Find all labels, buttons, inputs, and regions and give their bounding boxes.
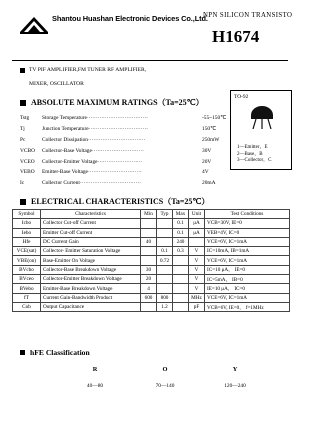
- max-cell: [173, 302, 189, 311]
- table-row: [13, 256, 290, 265]
- hfe-class-label: O: [162, 366, 168, 373]
- min-cell: [141, 228, 157, 237]
- pin-item: 1—Emitter，E: [237, 145, 268, 150]
- abs-max-row: [20, 124, 242, 135]
- conditions-cell: VEB=4V, IC=0: [205, 228, 290, 237]
- symbol-cell: BVcbo: [13, 265, 41, 274]
- abs-max-row: [20, 178, 242, 189]
- abs-max-row: [20, 113, 242, 124]
- hfe-class-range: 120—240: [224, 383, 246, 389]
- bullet-icon: [20, 199, 26, 205]
- abs-max-row: [20, 135, 242, 146]
- typ-cell: [157, 275, 173, 284]
- column-header: Unit: [189, 210, 205, 219]
- characteristic-cell: Emitter-Base Breakdown Voltage: [41, 284, 141, 293]
- typ-cell: [157, 219, 173, 228]
- characteristic-cell: Collector-Base Breakdown Voltage: [41, 265, 141, 274]
- abs-max-value: -55~150℃: [202, 115, 227, 122]
- abs-max-desc: Collector-Base Voltage·····························: [42, 147, 144, 154]
- symbol-cell: Hfe: [13, 237, 41, 246]
- hfe-classification-title: [20, 348, 90, 357]
- symbol-cell: Icbo: [13, 219, 41, 228]
- unit-cell: pF: [189, 302, 205, 311]
- application-text: TV PIF AMPLIFIER,FM TUNER RF AMPLIFIER,: [29, 67, 147, 73]
- typ-cell: 0.1: [157, 247, 173, 256]
- abs-max-symbol: VCBO: [20, 147, 35, 154]
- abs-max-desc: Storage Temperature··································: [42, 115, 148, 122]
- unit-cell: [189, 237, 205, 246]
- symbol-cell: Cob: [13, 302, 41, 311]
- elec-title: [20, 196, 209, 207]
- header: [0, 0, 300, 60]
- characteristic-cell: Base-Emitter On Voltage: [41, 256, 141, 265]
- header-divider: [12, 60, 288, 61]
- package-box: [230, 90, 292, 170]
- column-header: Symbol: [13, 210, 41, 219]
- unit-cell: V: [189, 284, 205, 293]
- min-cell: [141, 247, 157, 256]
- pin-item: 2—Base，B: [237, 151, 263, 157]
- table-row: [13, 302, 290, 311]
- typ-cell: [157, 284, 173, 293]
- table-row: [13, 265, 290, 274]
- max-cell: 0.1: [173, 228, 189, 237]
- min-cell: 20: [141, 275, 157, 284]
- characteristic-cell: Collector Cut-off Current: [41, 219, 141, 228]
- typ-cell: 0.72: [157, 256, 173, 265]
- company-logo-icon: [18, 14, 50, 36]
- abs-max-desc: Collector Current··································: [42, 180, 141, 187]
- abs-max-value: 20mA: [202, 180, 216, 187]
- characteristic-cell: Current Gain-Bandwidth Product: [41, 293, 141, 302]
- typ-cell: [157, 265, 173, 274]
- abs-max-desc: Junction Temperature·································: [42, 126, 148, 133]
- typ-cell: [157, 228, 173, 237]
- part-number: H1674: [212, 27, 260, 46]
- conditions-cell: IC=10mA, IB=1mA: [205, 247, 290, 256]
- hfe-class-ranges: [60, 383, 270, 389]
- conditions-cell: VCE=6V, IC=1mA: [205, 293, 290, 302]
- conditions-cell: IC=5mA， IB=0: [205, 275, 290, 284]
- table-row: [13, 275, 290, 284]
- column-header: Test Conditions: [205, 210, 290, 219]
- symbol-cell: fT: [13, 293, 41, 302]
- min-cell: [141, 219, 157, 228]
- bullet-icon: [20, 68, 25, 73]
- conditions-cell: IE=10 μA， IC=0: [205, 284, 290, 293]
- min-cell: [141, 256, 157, 265]
- unit-cell: MHz: [189, 293, 205, 302]
- table-row: [13, 284, 290, 293]
- electrical-characteristics-table: [12, 209, 290, 312]
- column-header: Max: [173, 210, 189, 219]
- pin-list: [237, 145, 271, 165]
- abs-max-symbol: VCEO: [20, 158, 35, 165]
- min-cell: 4: [141, 284, 157, 293]
- unit-cell: V: [189, 247, 205, 256]
- abs-max-desc: Collector Dissipation································: [42, 136, 146, 143]
- characteristic-cell: Output Capacitance: [41, 302, 141, 311]
- abs-max-symbol: Ic: [20, 180, 25, 187]
- hfe-class-range: 40—80: [86, 383, 104, 389]
- min-cell: 600: [141, 293, 157, 302]
- min-cell: [141, 302, 157, 311]
- table-row: [13, 228, 290, 237]
- table-row: [13, 237, 290, 246]
- abs-max-symbol: Tj: [20, 126, 25, 133]
- symbol-cell: Iebo: [13, 228, 41, 237]
- abs-max-desc: Collector-Emitter Voltage·························: [42, 158, 143, 165]
- max-cell: [173, 284, 189, 293]
- application-item: [20, 63, 146, 77]
- conditions-cell: VCE=6V, IC=1mA: [205, 237, 290, 246]
- to92-package-icon: [247, 105, 277, 129]
- characteristic-cell: Collector- Emitter Saturation Voltage: [41, 247, 141, 256]
- characteristic-cell: Emitter Cut-off Current: [41, 228, 141, 237]
- bullet-icon: [20, 100, 26, 106]
- abs-max-value: 20V: [202, 158, 212, 165]
- conditions-cell: IC=10 μA， IE=0: [205, 265, 290, 274]
- abs-max-value: 150℃: [202, 126, 217, 133]
- abs-max-table: [20, 113, 242, 189]
- application-text: MIXER, OSCILLATOR: [29, 81, 84, 87]
- bullet-icon: [20, 350, 25, 355]
- elec-title-text: ELECTRICAL CHARACTERISTICS（Ta=25℃）: [31, 197, 210, 206]
- column-header: Typ: [157, 210, 173, 219]
- abs-max-row: [20, 167, 242, 178]
- typ-cell: 1.2: [157, 302, 173, 311]
- column-header: Characteristics: [41, 210, 141, 219]
- symbol-cell: VCE(sat): [13, 247, 41, 256]
- hfe-class-letters: [60, 366, 270, 373]
- unit-cell: μA: [189, 228, 205, 237]
- symbol-cell: BVebo: [13, 284, 41, 293]
- conditions-cell: VCB=6V, IE=0， f=1MHz: [205, 302, 290, 311]
- unit-cell: V: [189, 275, 205, 284]
- package-name: TO-92: [234, 94, 249, 100]
- typ-cell: [157, 237, 173, 246]
- table-row: [13, 219, 290, 228]
- hfe-class-label: Y: [232, 366, 238, 373]
- unit-cell: V: [189, 256, 205, 265]
- abs-max-title: [20, 97, 204, 108]
- unit-cell: μA: [189, 219, 205, 228]
- characteristic-cell: Collector-Emitter Breakdown Voltage: [41, 275, 141, 284]
- application-item: [20, 77, 146, 91]
- typ-cell: 800: [157, 293, 173, 302]
- min-cell: 30: [141, 265, 157, 274]
- abs-max-value: 4V: [202, 169, 209, 176]
- hfe-class-range: 70—140: [155, 383, 175, 389]
- max-cell: 0.1: [173, 219, 189, 228]
- abs-max-symbol: Pc: [20, 136, 26, 143]
- column-header: Min: [141, 210, 157, 219]
- pin-item: 3—Collector，C: [237, 158, 272, 163]
- abs-max-row: [20, 145, 242, 156]
- table-row: [13, 293, 290, 302]
- abs-max-title-text: ABSOLUTE MAXIMUM RATINGS（Ta=25℃）: [31, 98, 204, 107]
- unit-cell: V: [189, 265, 205, 274]
- hfe-class-label: R: [92, 366, 98, 373]
- abs-max-symbol: Tstg: [20, 115, 30, 122]
- abs-max-desc: Emitter-Base Voltage······························: [42, 169, 142, 176]
- max-cell: [173, 256, 189, 265]
- applications-list: [20, 63, 146, 91]
- company-name: Shantou Huashan Electronic Devices Co.,Ltd.: [52, 14, 208, 23]
- max-cell: [173, 275, 189, 284]
- max-cell: [173, 265, 189, 274]
- max-cell: [173, 293, 189, 302]
- symbol-cell: BVceo: [13, 275, 41, 284]
- min-cell: 40: [141, 237, 157, 246]
- table-row: [13, 247, 290, 256]
- abs-max-value: 250mW: [202, 136, 220, 143]
- characteristic-cell: DC Current Gain: [41, 237, 141, 246]
- abs-max-value: 30V: [202, 147, 212, 154]
- conditions-cell: VCB=30V, IE=0: [205, 219, 290, 228]
- table-header-row: [13, 210, 290, 219]
- symbol-cell: VBE(on): [13, 256, 41, 265]
- document-type: NPN SILICON TRANSISTO: [203, 12, 293, 19]
- max-cell: 240: [173, 237, 189, 246]
- abs-max-row: [20, 156, 242, 167]
- max-cell: 0.3: [173, 247, 189, 256]
- abs-max-symbol: VEBO: [20, 169, 35, 176]
- hfe-title-text: hFE Classification: [30, 348, 90, 357]
- conditions-cell: VCE=6V, IC=1mA: [205, 256, 290, 265]
